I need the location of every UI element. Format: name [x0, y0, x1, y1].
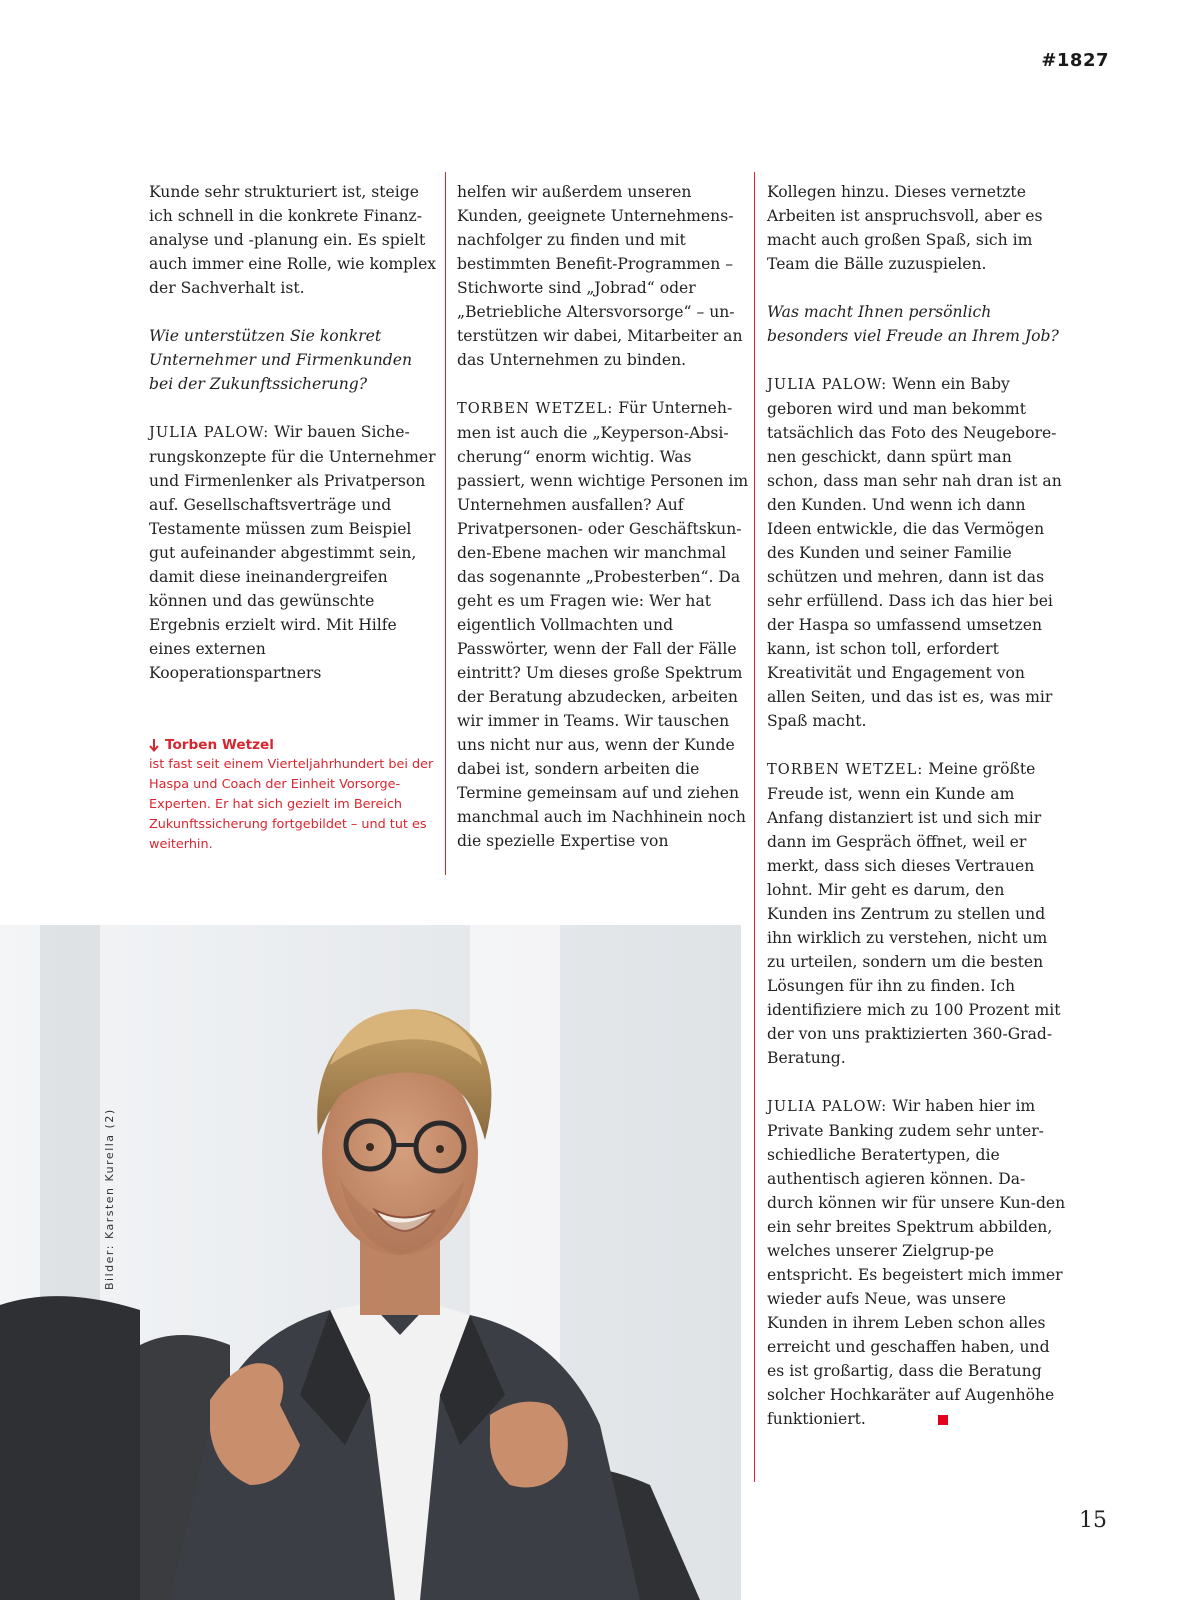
paragraph: Kollegen hinzu. Dieses vernetzte Arbeiten ist anspruchsvoll, aber es macht auch großen Spaß, sich im Team die Bälle zuzuspielen.	[767, 183, 1043, 273]
speaker-name: JULIA PALOW:	[767, 1098, 888, 1115]
caption-name-row	[149, 735, 439, 755]
answer-text: Für Unterneh-men ist auch die „Keyperson-Absi-cherung“ enorm wichtig. Was passiert, wenn wichtige Personen im Unternehmen ausfallen? Auf Privatpersonen- oder Geschäftskun-den-Ebene machen wir manchmal das sogenannte „Probesterben“. Da geht es um Fragen wie: Wer hat eigentlich Vollmachten und Passwörter, wenn der Fall der Fälle eintritt? Um dieses große Spektrum der Beratung abzudecken, arbeiten wir immer in Teams. Wir tauschen uns nicht nur aus, wenn der Kunde dabei ist, sondern arbeiten die Termine gemeinsam auf und ziehen manchmal auch im Nachhinein noch die spezielle Expertise von	[457, 399, 749, 850]
page-number: 15	[1079, 1508, 1107, 1533]
answer-text: Wir bauen Siche-rungskonzepte für die Unternehmer und Firmenlenker als Privatperson auf. Gesellschaftsverträge und Testamente müssen zum Beispiel gut aufeinander abgestimmt sein, damit diese ineinandergreifen können und das gewünschte Ergebnis erzielt wird. Mit Hilfe eines externen Kooperationspartners	[149, 423, 436, 682]
interview-answer	[457, 396, 749, 853]
speaker-name: TORBEN WETZEL:	[767, 761, 924, 778]
photo-caption	[149, 735, 439, 855]
interview-answer	[767, 372, 1067, 733]
interview-question: Was macht Ihnen persönlich besonders viel Freude an Ihrem Job?	[767, 303, 1059, 345]
interview-question: Wie unterstützen Sie konkret Unternehmer und Firmenkunden bei der Zukunftssicherung?	[149, 327, 413, 393]
end-mark	[938, 1415, 948, 1425]
caption-person-name: Torben Wetzel	[165, 737, 274, 753]
interview-answer	[767, 1094, 1067, 1431]
column-rule-right	[754, 172, 755, 1482]
interview-answer	[767, 757, 1067, 1070]
article-column-left	[149, 180, 439, 685]
speaker-name: JULIA PALOW:	[149, 424, 270, 441]
article-column-right	[767, 180, 1067, 1431]
speaker-name: TORBEN WETZEL:	[457, 400, 614, 417]
paragraph: helfen wir außerdem unseren Kunden, geeignete Unternehmens-nachfolger zu finden und mit bestimmten Benefit-Programmen – Stichworte sind „Jobrad“ oder „Betriebliche Altersvorsorge“ – un-terstützen wir dabei, Mitarbeiter an das Unternehmen zu binden.	[457, 183, 743, 369]
photo-credit: Bilder: Karsten Kurella (2)	[103, 1108, 116, 1290]
column-rule-left	[445, 172, 446, 875]
arrow-down-icon	[149, 738, 159, 752]
article-column-middle	[457, 180, 749, 853]
answer-text: Meine größte Freude ist, wenn ein Kunde am Anfang distanziert ist und sich mir dann im Gespräch öffnet, weil er merkt, dass sich dieses Vertrauen lohnt. Mir geht es darum, den Kunden ins Zentrum zu stellen und ihn wirklich zu verstehen, nicht um zu urteilen, sondern um die besten Lösungen für ihn zu finden. Ich identifiziere mich zu 100 Prozent mit der von uns praktizierten 360-Grad-Beratung.	[767, 760, 1061, 1067]
answer-text: Wenn ein Baby geboren wird und man bekommt tatsächlich das Foto des Neugebore-nen geschickt, dann spürt man schon, dass man sehr nah dran ist an den Kunden. Und wenn ich dann Ideen entwickle, die das Vermögen des Kunden und seiner Familie schützen und mehren, dann ist das sehr erfüllend. Dass ich das hier bei der Haspa so umfassend umsetzen kann, ist schon toll, erfordert Kreativität und Engagement von allen Seiten, und das ist es, was mir Spaß macht.	[767, 375, 1062, 730]
paragraph: Kunde sehr strukturiert ist, steige ich schnell in die konkrete Finanz-analyse und -planung ein. Es spielt auch immer eine Rolle, wie komplex der Sachverhalt ist.	[149, 183, 437, 297]
interview-answer	[149, 420, 439, 685]
caption-text: ist fast seit einem Vierteljahrhundert bei der Haspa und Coach der Einheit Vorsorge-Experten. Er hat sich gezielt im Bereich Zukunftssicherung fortgebildet – und tut es weiterhin.	[149, 757, 434, 852]
issue-number: #1827	[1041, 50, 1109, 71]
speaker-name: JULIA PALOW:	[767, 376, 888, 393]
answer-text: Wir haben hier im Private Banking zudem sehr unter-schiedliche Beratertypen, die authentisch agieren können. Da-durch können wir für unsere Kun-den ein sehr breites Spektrum abbilden, welches unserer Zielgrup-pe entspricht. Es begeistert mich immer wieder aufs Neue, was unsere Kunden in ihrem Leben schon alles erreicht und geschaffen haben, und es ist großartig, dass die Beratung solcher Hochkaräter auf Augenhöhe funktioniert.	[767, 1097, 1066, 1428]
